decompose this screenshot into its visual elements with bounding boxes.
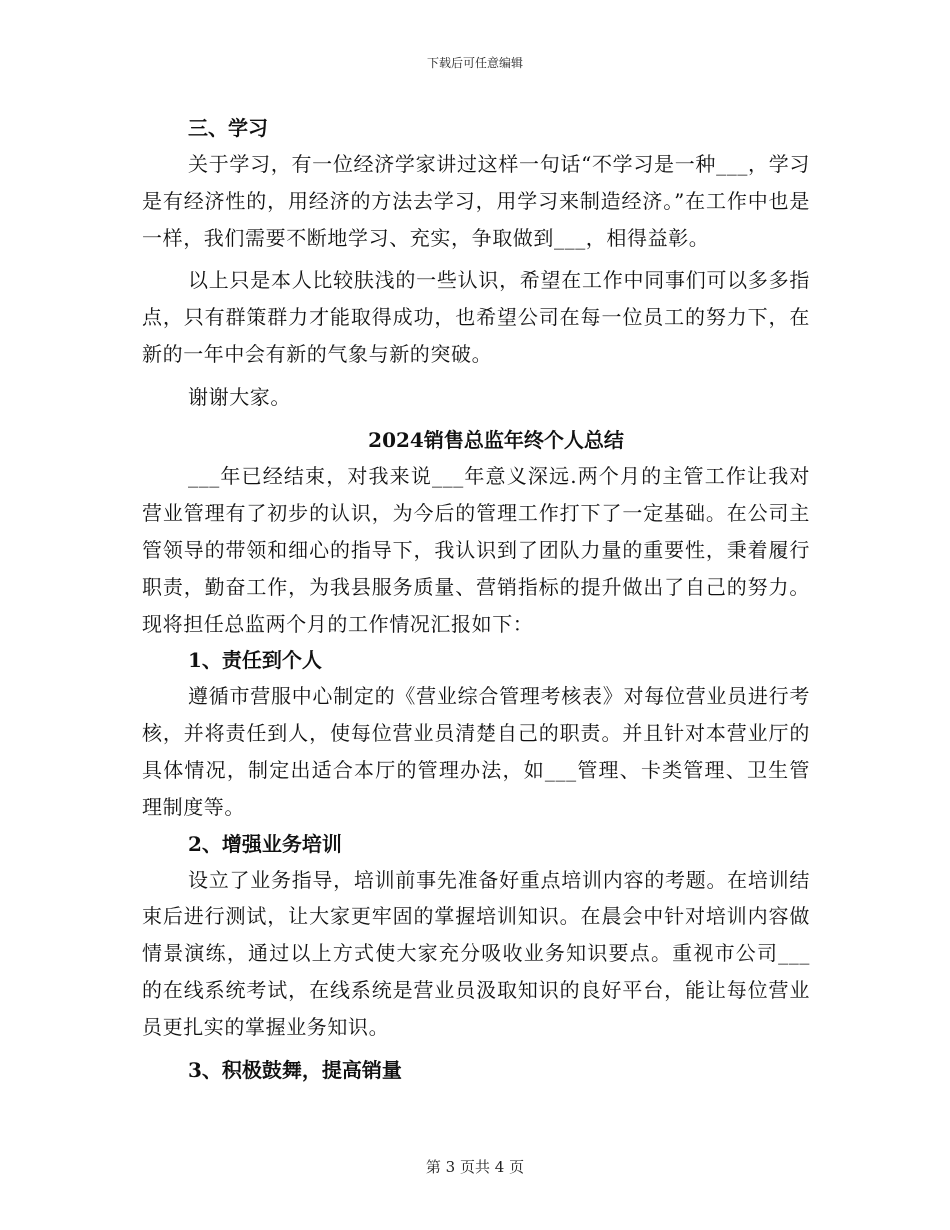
paragraph-intro: ___年已经结束，对我来说___年意义深远.两个月的主管工作让我对营业管理有了初步的认识，为今后的管理工作打下了一定基础。在公司主管领导的带领和细心的指导下，我认识到了团队力量的重要性，秉着履行职责，勤奋工作，为我县服务质量、营销指标的提升做出了自己的努力。现将担任总监两个月的工作情况汇报如下： [142,464,810,636]
section-heading-2: 2、增强业务培训 [188,831,342,856]
section-heading-1: 1、责任到个人 [188,648,322,673]
paragraph-1: 遵循市营服中心制定的《营业综合管理考核表》对每位营业员进行考核，并将责任到人，使每位营业员清楚自己的职责。并且针对本营业厅的具体情况，制定出适合本厅的管理办法，如___管理、卡类管理、卫生管理制度等。 [142,684,810,819]
paragraph-2: 设立了业务指导，培训前事先准备好重点培训内容的考题。在培训结束后进行测试，让大家更牢固的掌握培训知识。在晨会中针对培训内容做情景演练，通过以上方式使大家充分吸收业务知识要点。重视市公司___的在线系统考试，在线系统是营业员汲取知识的良好平台，能让每位营业员更扎实的掌握业务知识。 [142,867,810,1039]
paragraph-closing: 以上只是本人比较肤浅的一些认识，希望在工作中同事们可以多多指点，只有群策群力才能取得成功，也希望公司在每一位员工的努力下，在新的一年中会有新的气象与新的突破。 [142,268,810,366]
page-footer: 第 3 页共 4 页 [425,1158,525,1176]
page-header: 下载后可任意编辑 [426,56,523,70]
document-title: 2024销售总监年终个人总结 [368,427,624,452]
paragraph-learning: 关于学习，有一位经济学家讲过这样一句话“不学习是一种___，学习是有经济性的，用经济的方法去学习，用学习来制造经济。”在工作中也是一样，我们需要不断地学习、充实，争取做到___，相得益彰。 [142,152,810,250]
document-body [142,110,810,1088]
paragraph-thanks: 谢谢大家。 [188,384,291,409]
section-heading-3: 3、积极鼓舞，提高销量 [188,1057,402,1082]
section-heading-learning: 三、学习 [188,116,268,140]
